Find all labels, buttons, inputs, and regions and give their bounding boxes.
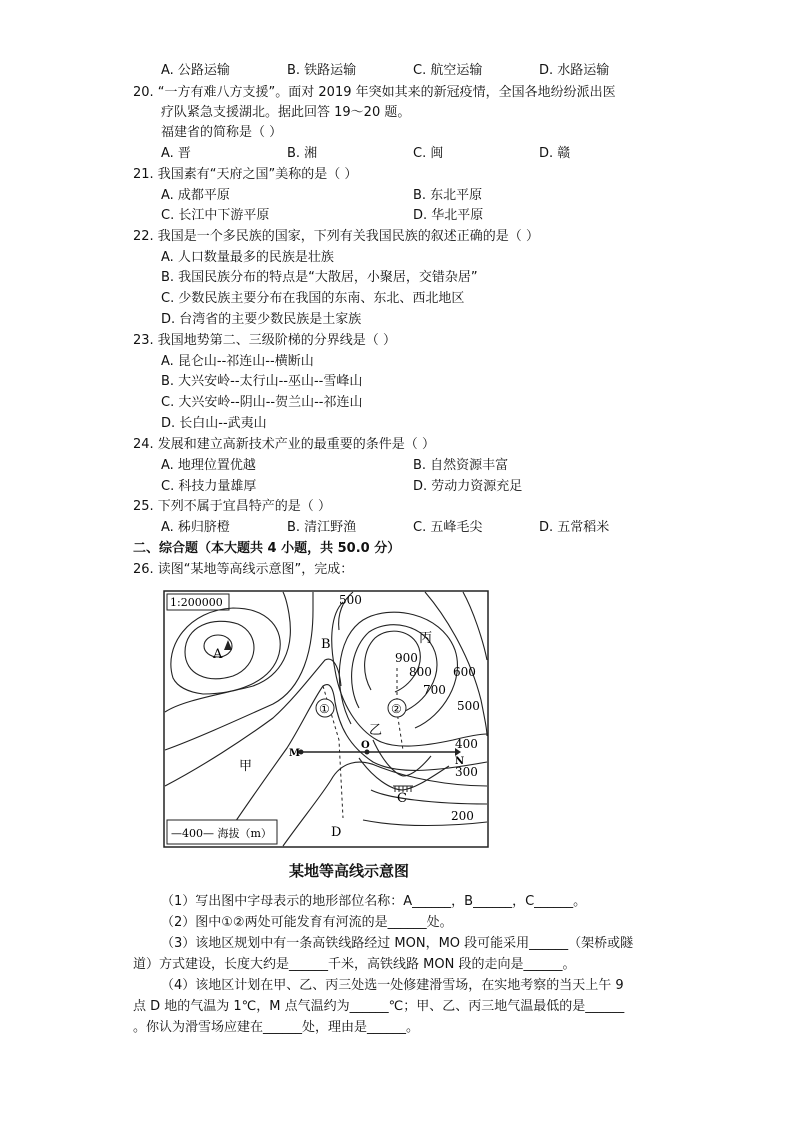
q24-option-a: A. 地理位置优越 [161, 458, 256, 473]
q26-sub-2: （2）图中①②两处可能发育有河流的是______处。 [161, 915, 453, 930]
q25-option-b: B. 清江野渔 [287, 520, 357, 535]
q26-sub-4-cont2: 。你认为滑雪场应建在______处，理由是______。 [133, 1020, 420, 1035]
q21-stem: 21. 我国素有“天府之国”美称的是（ ） [133, 167, 358, 182]
contour-label-800: 800 [409, 665, 432, 679]
contour-label-300: 300 [455, 765, 478, 779]
q21-option-c: C. 长江中下游平原 [161, 208, 270, 223]
q25-option-a: A. 秭归脐橙 [161, 520, 230, 535]
q25-option-d: D. 五常稻米 [539, 520, 610, 535]
q26-sub-4: （4）该地区计划在甲、乙、丙三处选一处修建滑雪场，在实地考察的当天上午 9 [161, 978, 624, 993]
q19-option-d: D. 水路运输 [539, 63, 610, 78]
contour-map-svg [163, 590, 489, 848]
contour-label-500-right: 500 [457, 699, 480, 713]
q20-option-a: A. 晋 [161, 146, 191, 161]
contour-label-900: 900 [395, 651, 418, 665]
contour-label-400: 400 [455, 737, 478, 751]
q22-option-a: A. 人口数量最多的民族是壮族 [161, 250, 334, 265]
point-label-2: ② [391, 702, 402, 716]
q25-stem: 25. 下列不属于宜昌特产的是（ ） [133, 499, 331, 514]
point-label-1: ① [319, 702, 330, 716]
q22-option-b: B. 我国民族分布的特点是“大散居，小聚居，交错杂居” [161, 270, 478, 285]
q26-stem: 26. 读图“某地等高线示意图”，完成： [133, 562, 354, 577]
q19-option-c: C. 航空运输 [413, 63, 483, 78]
section2-title: 二、综合题（本大题共 4 小题，共 50.0 分） [133, 541, 401, 556]
q21-option-b: B. 东北平原 [413, 188, 483, 203]
q26-sub-1: （1）写出图中字母表示的地形部位名称：A______，B______，C______。 [161, 894, 587, 909]
q20-stem-line3: 福建省的简称是（ ） [161, 125, 283, 140]
q26-sub-4-cont: 点 D 地的气温为 1℃，M 点气温约为______℃；甲、乙、丙三地气温最低的是______ [133, 999, 625, 1014]
point-label-m: M [289, 748, 301, 759]
q20-option-d: D. 赣 [539, 146, 571, 161]
q24-stem: 24. 发展和建立高新技术产业的最重要的条件是（ ） [133, 437, 435, 452]
q21-option-a: A. 成都平原 [161, 188, 230, 203]
q26-sub-3-cont: 道）方式建设，长度大约是______千米，高铁线路 MON 段的走向是______。 [133, 957, 576, 972]
q22-option-c: C. 少数民族主要分布在我国的东南、东北、西北地区 [161, 291, 465, 306]
point-label-d: D [331, 825, 342, 840]
point-label-yi: 乙 [369, 723, 383, 738]
q22-option-d: D. 台湾省的主要少数民族是土家族 [161, 312, 362, 327]
q20-stem-line2: 疗队紧急支援湖北。据此回答 19～20 题。 [161, 105, 411, 120]
q21-option-d: D. 华北平原 [413, 208, 484, 223]
q24-option-b: B. 自然资源丰富 [413, 458, 509, 473]
q25-option-c: C. 五峰毛尖 [413, 520, 483, 535]
q23-option-d: D. 长白山--武夷山 [161, 416, 267, 431]
map-legend: —400— 海拔（m） [171, 827, 272, 840]
contour-label-600: 600 [453, 665, 476, 679]
point-label-n: N [455, 756, 465, 767]
contour-label-700: 700 [423, 683, 446, 697]
point-label-b: B [321, 637, 331, 652]
q19-option-a: A. 公路运输 [161, 63, 230, 78]
q23-option-a: A. 昆仑山--祁连山--横断山 [161, 354, 314, 369]
q22-stem: 22. 我国是一个多民族的国家，下列有关我国民族的叙述正确的是（ ） [133, 229, 539, 244]
q20-option-c: C. 闽 [413, 146, 444, 161]
q26-sub-3: （3）该地区规划中有一条高铁线路经过 MON，MO 段可能采用______（架桥或隧 [161, 936, 634, 951]
contour-label-500-top: 500 [339, 593, 362, 607]
map-scale: 1:200000 [170, 596, 223, 609]
point-label-jia: 甲 [239, 759, 253, 774]
q23-stem: 23. 我国地势第二、三级阶梯的分界线是（ ） [133, 333, 396, 348]
q20-option-b: B. 湘 [287, 146, 318, 161]
contour-label-200: 200 [451, 809, 474, 823]
contour-map [163, 590, 489, 848]
q24-option-d: D. 劳动力资源充足 [413, 479, 523, 494]
point-label-bing: 丙 [419, 631, 433, 646]
q23-option-b: B. 大兴安岭--太行山--巫山--雪峰山 [161, 374, 363, 389]
q24-option-c: C. 科技力量雄厚 [161, 479, 257, 494]
point-label-c: C [397, 791, 407, 806]
point-label-a: A [213, 647, 223, 662]
q23-option-c: C. 大兴安岭--阴山--贺兰山--祁连山 [161, 395, 363, 410]
point-label-o: O [361, 740, 370, 751]
q20-stem: 20. “一方有难八方支援”。面对 2019 年突如其来的新冠疫情，全国各地纷纷派出医 [133, 85, 616, 100]
q19-option-b: B. 铁路运输 [287, 63, 357, 78]
map-caption: 某地等高线示意图 [289, 862, 410, 880]
